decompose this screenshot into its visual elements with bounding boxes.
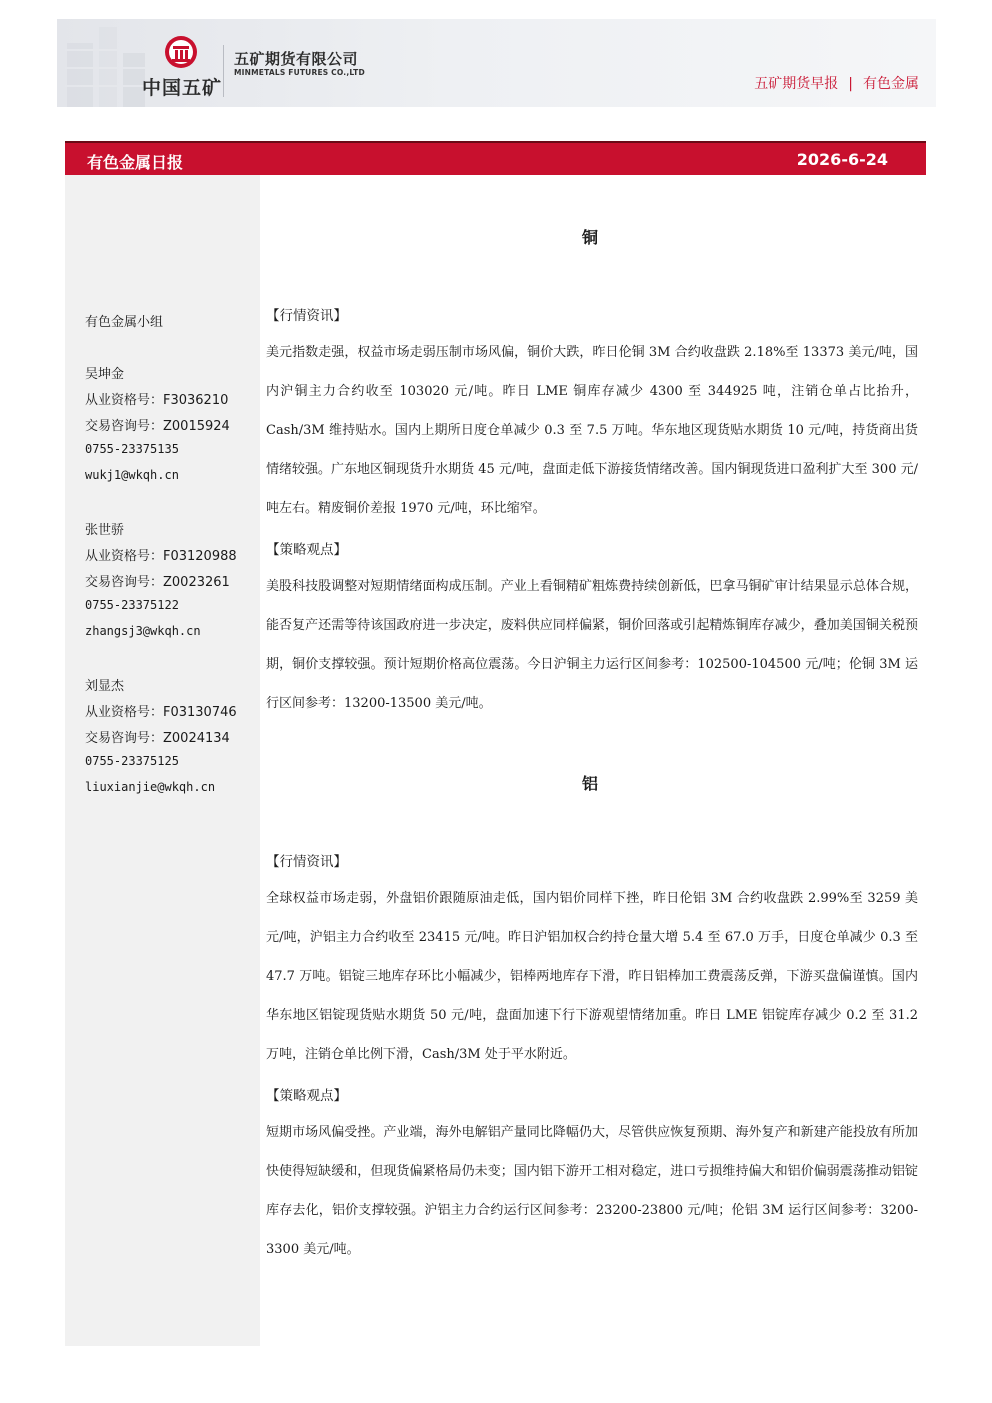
header-banner xyxy=(57,19,936,107)
analyst-phone: 0755-23375122 xyxy=(85,598,179,612)
strategy-tag: 【策略观点】 xyxy=(266,1088,347,1104)
analyst-qualification: 从业资格号：F03130746 xyxy=(85,705,237,720)
analyst-qualification: 从业资格号：F03120988 xyxy=(85,549,237,564)
title-bar xyxy=(65,141,926,175)
strategy-tag: 【策略观点】 xyxy=(266,542,347,558)
report-series: 五矿期货早报 xyxy=(754,76,839,92)
breadcrumb-separator: | xyxy=(848,76,853,92)
section-title-copper: 铜 xyxy=(582,228,599,247)
aluminium-strategy-paragraph: 短期市场风偏受挫。产业端，海外电解铝产量同比降幅仍大，尽管供应恢复预期、海外复产和新建产能投放有所加快使得短缺缓和，但现货偏紧格局仍未变；国内铝下游开工相对稳定，进口亏损维持偏大和铝价偏弱震荡推动铝锭库存去化，铝价支撑较强。沪铝主力合约运行区间参考：23200-23800 元/吨；伦铝 3M 运行区间参考：3200-3300 美元/吨。 xyxy=(266,1125,918,1257)
analyst-consult-number: 交易咨询号：Z0023261 xyxy=(85,575,230,590)
section-title-aluminium: 铝 xyxy=(582,774,599,793)
analyst-email[interactable]: liuxianjie@wkqh.cn xyxy=(85,780,216,794)
market-info-tag: 【行情资讯】 xyxy=(266,854,347,870)
report-category: 有色金属 xyxy=(863,76,919,92)
analyst-consult-number: 交易咨询号：Z0015924 xyxy=(85,419,230,434)
analyst-phone: 0755-23375125 xyxy=(85,754,179,768)
analyst-phone: 0755-23375135 xyxy=(85,442,179,456)
market-info-tag: 【行情资讯】 xyxy=(266,308,347,324)
analyst-consult-number: 交易咨询号：Z0024134 xyxy=(85,731,230,746)
team-name: 有色金属小组 xyxy=(85,315,164,330)
analyst-sidebar xyxy=(65,175,260,1346)
report-breadcrumb xyxy=(754,73,919,93)
analyst-qualification: 从业资格号：F3036210 xyxy=(85,393,229,408)
report-title: 有色金属日报 xyxy=(87,153,184,172)
copper-market-paragraph: 美元指数走强，权益市场走弱压制市场风偏，铜价大跌，昨日伦铜 3M 合约收盘跌 2.18%至 13373 美元/吨，国内沪铜主力合约收至 103020 元/吨。昨日 LME 铜库存减少 4300 至 344925 吨，注销仓单占比抬升，Cash/3M 维持贴水。国内上期所日度仓单减少 0.3 至 7.5 万吨。华东地区现货贴水期货 10 元/吨，持货商出货情绪较强。广东地区铜现货升水期货 45 元/吨，盘面走低下游接货情绪改善。国内铜现货进口盈利扩大至 300 元/吨左右。精废铜价差报 1970 元/吨，环比缩窄。 xyxy=(266,345,918,516)
analyst-email[interactable]: zhangsj3@wkqh.cn xyxy=(85,624,201,638)
analyst-email[interactable]: wukj1@wkqh.cn xyxy=(85,468,179,482)
report-date: 2026-6-24 xyxy=(796,150,888,169)
aluminium-market-paragraph: 全球权益市场走弱，外盘铝价跟随原油走低，国内铝价同样下挫，昨日伦铝 3M 合约收盘跌 2.99%至 3259 美元/吨，沪铝主力合约收至 23415 元/吨。昨日沪铝加权合约持仓量大增 5.4 至 67.0 万手，日度仓单减少 0.3 至 47.7 万吨。铝锭三地库存环比小幅减少，铝棒两地库存下滑，昨日铝棒加工费震荡反弹，下游买盘偏谨慎。国内华东地区铝锭现货贴水期货 50 元/吨，盘面加速下行下游观望情绪加重。昨日 LME 铝锭库存减少 0.2 至 31.2 万吨，注销仓单比例下滑，Cash/3M 处于平水附近。 xyxy=(266,891,918,1062)
company-name-en: MINMETALS FUTURES CO.,LTD xyxy=(234,68,365,77)
analyst-name: 张世骄 xyxy=(85,523,125,538)
analyst-name: 吴坤金 xyxy=(85,367,125,382)
analyst-name: 刘显杰 xyxy=(85,679,125,694)
copper-strategy-paragraph: 美股科技股调整对短期情绪面构成压制。产业上看铜精矿粗炼费持续创新低，巴拿马铜矿审计结果显示总体合规，能否复产还需等待该国政府进一步决定，废料供应同样偏紧，铜价回落或引起精炼铜库存减少，叠加美国铜关税预期，铜价支撑较强。预计短期价格高位震荡。今日沪铜主力运行区间参考：102500-104500 元/吨；伦铜 3M 运行区间参考：13200-13500 美元/吨。 xyxy=(266,579,918,711)
logo-divider xyxy=(223,45,224,97)
company-name-cn: 五矿期货有限公司 xyxy=(234,50,359,68)
minmetals-emblem-icon xyxy=(163,34,199,70)
logo-text: 中国五矿 xyxy=(142,77,223,99)
